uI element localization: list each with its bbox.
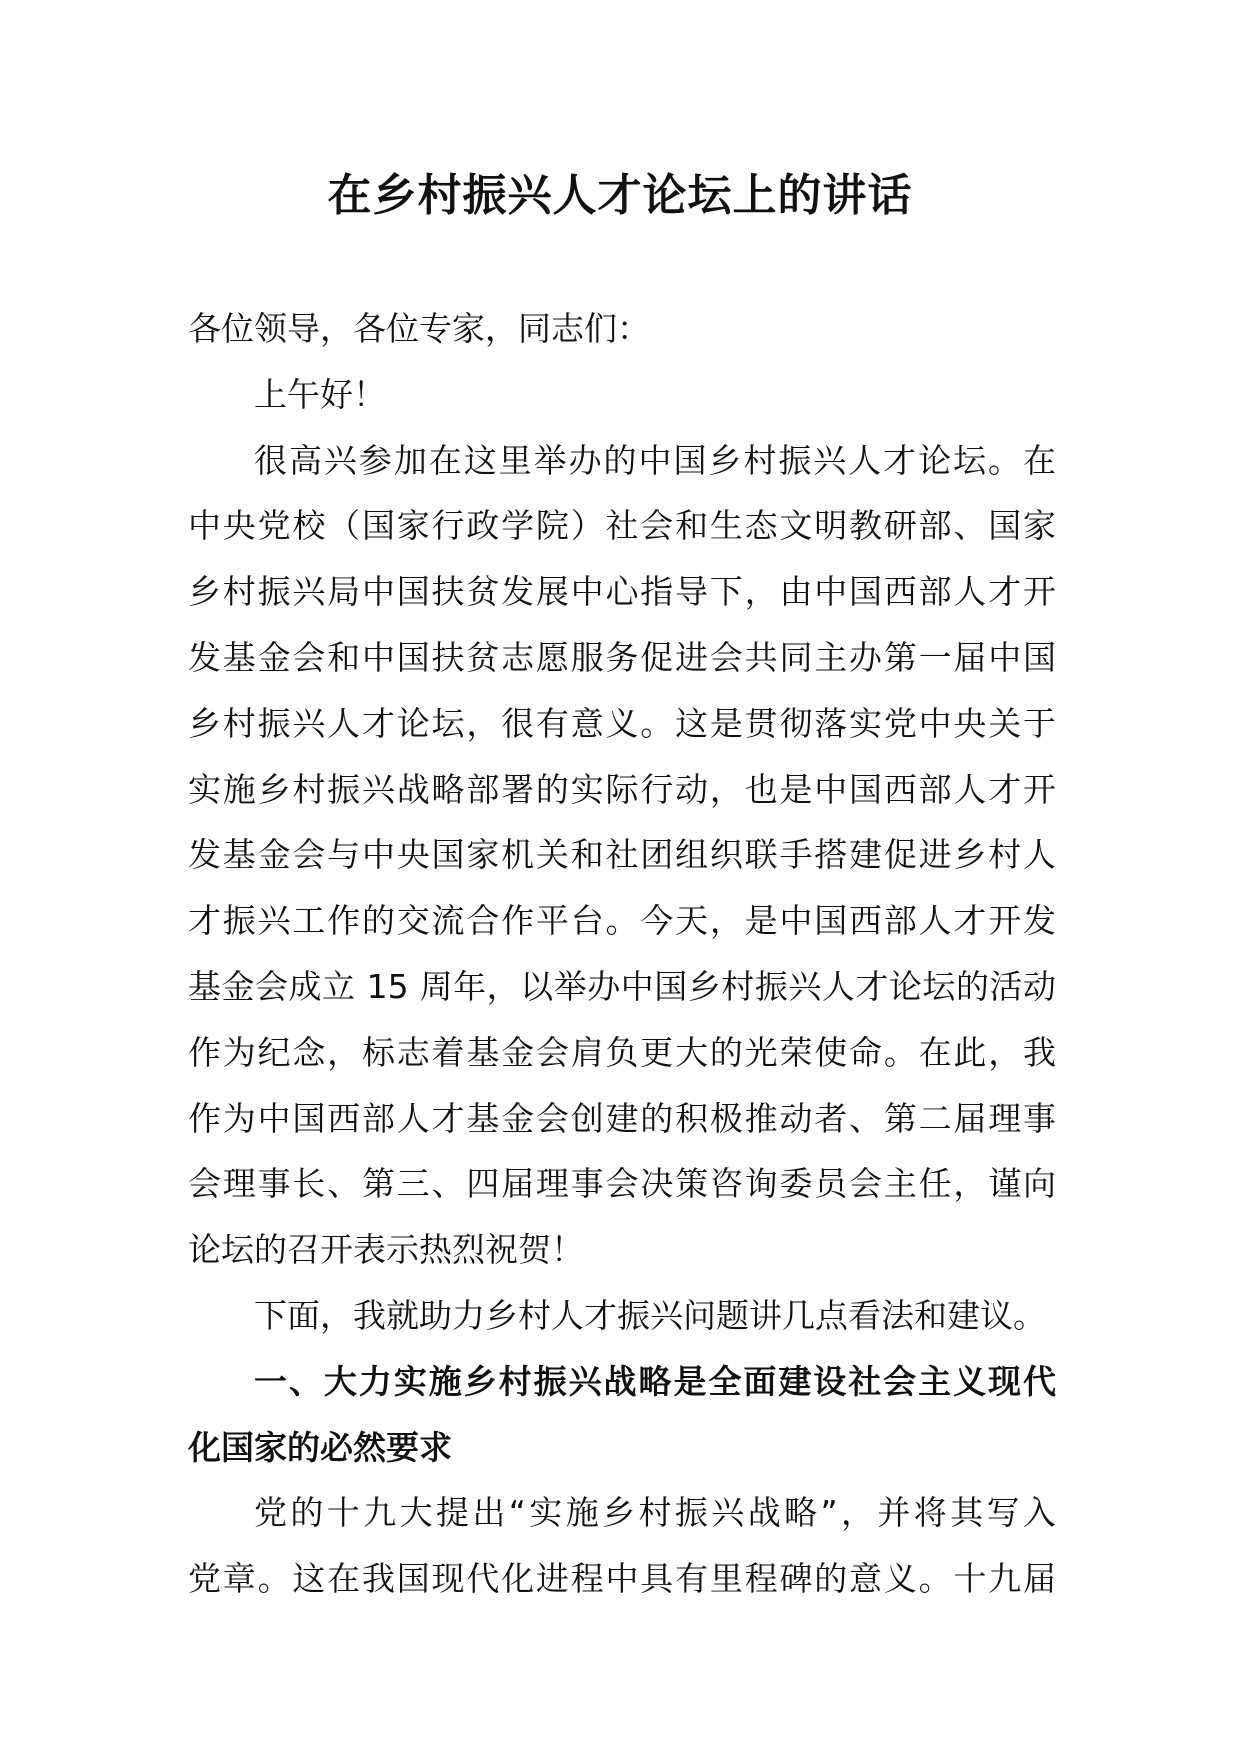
paragraph-line: 党的十九大提出“实施乡村振兴战略”，并将其写入	[254, 1493, 1056, 1533]
paragraph-line: 很高兴参加在这里举办的中国乡村振兴人才论坛。在	[254, 440, 1056, 480]
paragraph-line: 论坛的召开表示热烈祝贺！	[188, 1230, 584, 1270]
paragraph-line: 实施乡村振兴战略部署的实际行动，也是中国西部人才开	[188, 769, 1056, 809]
paragraph-line: 作为纪念，标志着基金会肩负更大的光荣使命。在此，我	[188, 1032, 1056, 1072]
paragraph-line: 会理事长、第三、四届理事会决策咨询委员会主任，谨向	[188, 1164, 1056, 1204]
paragraph-line: 发基金会与中央国家机关和社团组织联手搭建促进乡村人	[188, 835, 1056, 875]
paragraph-line: 乡村振兴局中国扶贫发展中心指导下，由中国西部人才开	[188, 572, 1056, 612]
section-heading-line: 化国家的必然要求	[188, 1427, 452, 1467]
paragraph-line: 各位领导，各位专家，同志们：	[188, 309, 650, 348]
paragraph-line: 党章。这在我国现代化进程中具有里程碑的意义。十九届	[188, 1559, 1056, 1599]
paragraph-line: 乡村振兴人才论坛，很有意义。这是贯彻落实党中央关于	[188, 703, 1056, 743]
paragraph-line: 基金会成立 15 周年，以举办中国乡村振兴人才论坛的活动	[188, 966, 1056, 1006]
document-title: 在乡村振兴人才论坛上的讲话	[327, 170, 913, 221]
document-body	[188, 296, 1056, 1612]
paragraph-line: 下面，我就助力乡村人才振兴问题讲几点看法和建议。	[254, 1295, 1046, 1335]
paragraph-line: 才振兴工作的交流合作平台。今天，是中国西部人才开发	[188, 901, 1056, 941]
section-heading-line: 一、大力实施乡村振兴战略是全面建设社会主义现代	[254, 1361, 1056, 1401]
paragraph-line: 作为中国西部人才基金会创建的积极推动者、第二届理事	[188, 1098, 1056, 1138]
paragraph-line: 中央党校（国家行政学院）社会和生态文明教研部、国家	[188, 506, 1056, 546]
paragraph-line: 发基金会和中国扶贫志愿服务促进会共同主办第一届中国	[188, 637, 1056, 677]
paragraph-line: 上午好！	[254, 374, 386, 414]
